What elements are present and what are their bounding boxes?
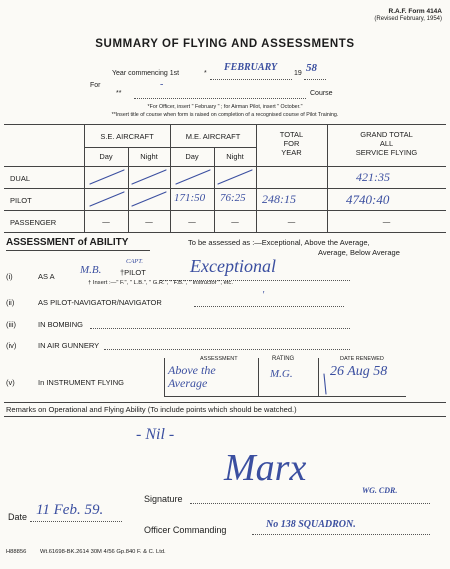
passenger-grand: — bbox=[382, 217, 391, 226]
instr-date-value: 26 Aug 58 bbox=[330, 364, 388, 379]
year-suffix-value: 58 bbox=[306, 62, 317, 74]
dual-se-day-dash bbox=[90, 170, 124, 184]
remarks-label: Remarks on Operational and Flying Ability (To include points which should be watched.) bbox=[6, 405, 297, 414]
se-night-header: Night bbox=[140, 152, 158, 161]
total-for-year-header: TOTAL FOR YEAR bbox=[279, 130, 304, 157]
note-officer: *For Officer, insert " February " ; for Airman Pilot, insert " October." bbox=[147, 104, 303, 110]
course-label: Course bbox=[310, 90, 333, 97]
pilot-me-day: 171:50 bbox=[174, 192, 206, 204]
me-aircraft-header: M.E. AIRCRAFT bbox=[185, 132, 241, 141]
item-label-1: AS A bbox=[38, 272, 55, 281]
role-assessment-value: Exceptional bbox=[190, 256, 276, 276]
date-label: Date bbox=[8, 512, 28, 522]
item-num-5: (v) bbox=[6, 378, 15, 387]
item-num-2: (ii) bbox=[6, 298, 15, 307]
passenger-se-day: — bbox=[102, 217, 110, 226]
passenger-me-night: — bbox=[231, 217, 239, 226]
dual-grand-total: 421:35 bbox=[356, 170, 390, 184]
instr-assessment-value: Above the Average bbox=[168, 363, 216, 390]
item-label-4: IN AIR GUNNERY bbox=[38, 341, 100, 350]
nav-assessment-mark: ' bbox=[262, 290, 265, 301]
officer-commanding-label: Officer Commanding bbox=[144, 525, 227, 535]
se-day-header: Day bbox=[99, 152, 113, 161]
pilot-total-year: 248:15 bbox=[262, 192, 296, 206]
remarks-value: - Nil - bbox=[136, 426, 175, 443]
course-stars: ** bbox=[116, 90, 122, 97]
passenger-total: — bbox=[287, 217, 296, 226]
row-label-dual: DUAL bbox=[10, 174, 31, 183]
item-num-1: (i) bbox=[6, 272, 13, 281]
date-bracket-stroke bbox=[324, 374, 326, 394]
print-info: Wt.61698-BK.2614 30M 4/56 Gp.840 F. & C. Ltd. bbox=[40, 549, 166, 555]
item-num-3: (iii) bbox=[6, 320, 16, 329]
passenger-se-night: — bbox=[145, 217, 153, 226]
signature-label: Signature bbox=[144, 494, 183, 504]
item-num-4: (iv) bbox=[6, 341, 17, 350]
item-label-5: In INSTRUMENT FLYING bbox=[38, 378, 124, 387]
row-label-pilot: PILOT bbox=[10, 196, 32, 205]
instr-date-header: DATE RENEWED bbox=[340, 356, 384, 362]
pilot-se-day-dash bbox=[90, 192, 124, 206]
year-prefix: 19 bbox=[294, 70, 302, 77]
pilot-label: †PILOT bbox=[120, 268, 146, 277]
instr-rating-header: RATING bbox=[272, 356, 295, 362]
row-label-passenger: PASSENGER bbox=[10, 218, 57, 227]
se-aircraft-header: S.E. AIRCRAFT bbox=[100, 132, 154, 141]
year-commencing-label: Year commencing 1st bbox=[112, 70, 180, 77]
me-night-header: Night bbox=[226, 152, 244, 161]
assessment-scale-2: Average, Below Average bbox=[318, 248, 400, 257]
pilot-grand-total: 4740:40 bbox=[346, 192, 390, 207]
me-day-header: Day bbox=[185, 152, 199, 161]
year-asterisk: * bbox=[204, 70, 207, 77]
instr-assessment-header: ASSESSMENT bbox=[200, 356, 238, 362]
dual-se-night-dash bbox=[132, 170, 166, 184]
signature-rank: WG. CDR. bbox=[362, 486, 398, 495]
pilot-me-night: 76:25 bbox=[220, 192, 246, 204]
form-number: R.A.F. Form 414A bbox=[388, 8, 442, 15]
officer-commanding-value: No 138 SQUADRON. bbox=[266, 519, 356, 530]
year-month-value: FEBRUARY bbox=[224, 62, 278, 73]
for-label: For bbox=[90, 82, 101, 89]
form-revision: (Revised February, 1954) bbox=[374, 16, 442, 22]
for-value: - bbox=[160, 79, 164, 90]
passenger-me-day: — bbox=[188, 217, 196, 226]
dual-me-day-dash bbox=[176, 170, 210, 184]
note-course: **Insert title of course when form is raised on completion of a recognised course of Pilot Training. bbox=[111, 112, 339, 118]
item-label-2: AS PILOT-NAVIGATOR/NAVIGATOR bbox=[38, 298, 162, 307]
assessment-heading: ASSESSMENT of ABILITY bbox=[6, 237, 129, 248]
assessment-scale-1: To be assessed as :—Exceptional, Above the Average, bbox=[188, 238, 370, 247]
page-title: SUMMARY OF FLYING AND ASSESSMENTS bbox=[95, 38, 355, 50]
item-label-3: IN BOMBING bbox=[38, 320, 84, 329]
role-written: M.B. bbox=[80, 264, 102, 276]
instr-rating-value: M.G. bbox=[270, 368, 293, 380]
insert-note: † Insert :—" F.", " L.B.", " G.R.", " F.B.", " Instructor ", etc. bbox=[88, 280, 233, 286]
pilot-se-night-dash bbox=[132, 192, 166, 206]
date-value: 11 Feb. 59. bbox=[36, 502, 104, 518]
grand-total-header: GRAND TOTAL ALL SERVICE FLYING bbox=[355, 130, 418, 157]
dual-me-night-dash bbox=[218, 170, 252, 184]
print-code: H88856 bbox=[6, 549, 27, 555]
role-capt: CAPT. bbox=[126, 258, 144, 265]
signature-value: Marx bbox=[224, 447, 307, 489]
